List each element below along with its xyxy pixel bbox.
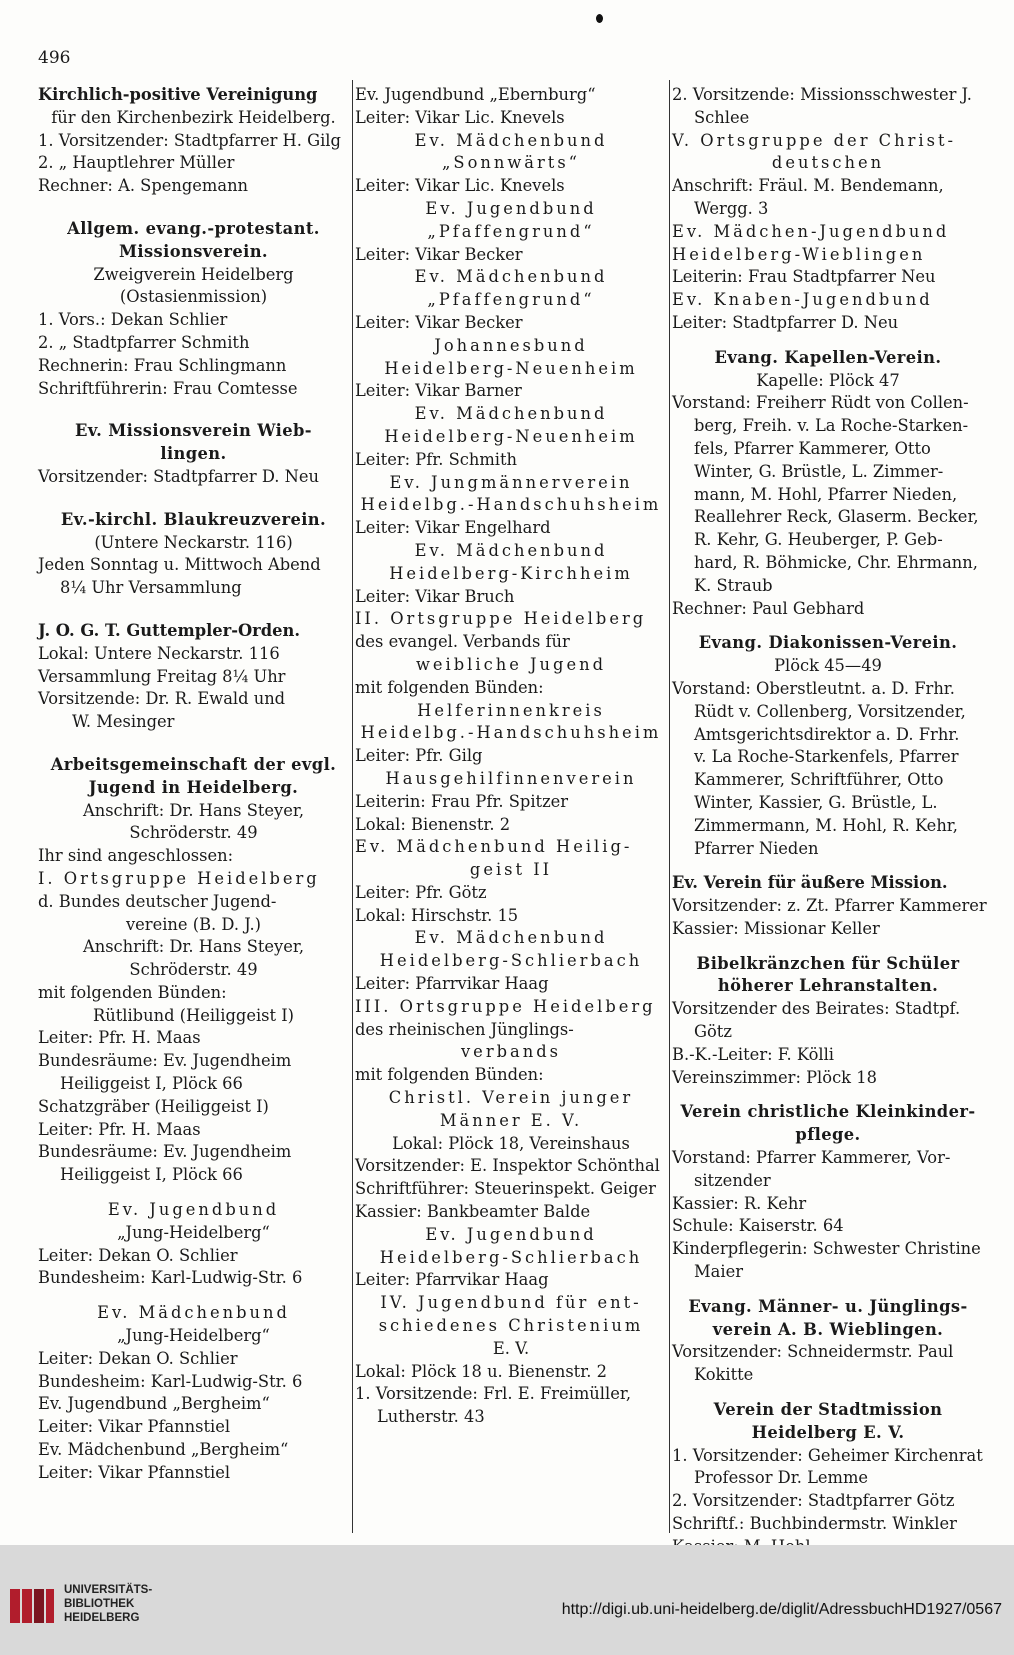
entry-heading: lingen. [160,444,227,464]
entry-line: Leiter: Vikar Lic. Knevels [355,107,565,127]
entry-line: Johannesbund [434,335,588,355]
entry-line: Lokal: Hirschstr. 15 [355,905,519,925]
entry-heading: Verein der Stadtmission [713,1400,943,1420]
spacer [672,1284,984,1296]
entry-heading: Ev. Missionsverein Wieb- [75,421,312,441]
entry-line: W. Mesinger [72,712,175,732]
entry-line: II. Ortsgruppe Heidelberg [355,609,647,629]
entry-line: Schriftführerin: Frau Comtesse [38,378,298,398]
entry-line: weibliche Jugend [415,654,606,674]
entry-line: Ev. Knaben-Jugendbund [672,290,933,310]
entry-line: Leiterin: Frau Stadtpfarrer Neu [672,267,936,287]
entry-line: verbands [460,1042,561,1062]
entry-line: mit folgenden Bünden: [355,677,544,697]
entry-line: V. Ortsgruppe der Christ- [672,130,956,150]
entry-line: 1. Vorsitzender: Stadtpfarrer H. Gilg [38,130,341,150]
entry-line: Pfarrer Nieden [694,838,819,858]
entry-line: „Pfaffengrund“ [427,290,595,310]
entry-line: Bundesheim: Karl-Ludwig-Str. 6 [38,1268,303,1288]
spacer [38,1290,349,1302]
entry-line: Anschrift: Fräul. M. Bendemann, [672,176,944,196]
entry-line: Plöck 45—49 [774,656,882,676]
page-number: 496 [38,48,71,68]
entry-heading: höherer Lehranstalten. [717,976,939,996]
entry-line: „Pfaffengrund“ [427,221,595,241]
entry-heading: Evang. Männer- u. Jünglings- [688,1296,968,1316]
entry-line: Rüdt v. Collenberg, Vorsitzender, [694,701,966,721]
entry-line: Heidelberg-Neuenheim [384,358,638,378]
entry-line: Vorsitzender: Schneidermstr. Paul [672,1342,954,1362]
entry-line: Götz [694,1022,732,1042]
spacer [38,734,349,754]
entry-line: Bundesräume: Ev. Jugendheim [38,1051,292,1071]
entry-line: Kokitte [694,1365,754,1385]
entry-heading: Heidelberg E. V. [751,1422,905,1442]
entry-line: Vorsitzender: Stadtpfarrer D. Neu [38,466,320,486]
entry-line: Winter, G. Brüstle, L. Zimmer- [694,461,944,481]
entry-line: Leiter: Vikar Becker [355,312,523,332]
entry-line: Ev. Jugendbund [425,1224,597,1244]
entry-line: Heidelberg-Kirchheim [389,563,633,583]
entry-line: Christl. Verein junger [388,1088,634,1108]
entry-line: Vorstand: Freiherr Rüdt von Collen- [672,393,969,413]
entry-line: Heidelberg-Neuenheim [384,426,638,446]
source-url[interactable]: http://digi.ub.uni-heidelberg.de/diglit/AdressbuchHD1927/0567 [561,1601,1002,1618]
column-divider [352,80,353,1533]
entry-line: Ev. Mädchenbund „Bergheim“ [38,1440,289,1460]
entry-line: 1. Vorsitzender: Geheimer Kirchenrat [672,1445,983,1465]
entry-line: Kassier: Bankbeamter Balde [355,1202,591,1222]
entry-line: deutschen [771,153,885,173]
entry-line: Ev. Mädchenbund [414,130,608,150]
entry-line: geist II [469,860,553,880]
entry-line: Bundesräume: Ev. Jugendheim [38,1142,292,1162]
entry-line: Leiter: Pfr. Schmith [355,449,518,469]
entry-line: fels, Pfarrer Kammerer, Otto [694,438,931,458]
entry-line: mann, M. Hohl, Pfarrer Nieden, [694,484,958,504]
entry-line: Vorstand: Pfarrer Kammerer, Vor- [672,1148,951,1168]
entry-line: Rechnerin: Frau Schlingmann [38,355,287,375]
entry-line: Rechner: Paul Gebhard [672,598,865,618]
entry-line: Lokal: Plöck 18, Vereinshaus [392,1133,630,1153]
entry-line: (Ostasienmission) [119,287,268,307]
entry-line: Vorsitzender: z. Zt. Pfarrer Kammerer [672,896,987,916]
entry-line: Vorsitzender des Beirates: Stadtpf. [672,999,961,1019]
entry-heading: verein A. B. Wieblingen. [712,1319,944,1339]
entry-line: 1. Vors.: Dekan Schlier [38,310,228,330]
entry-line: Lutherstr. 43 [377,1407,485,1427]
entry-line: Schriftführer: Steuerinspekt. Geiger [355,1179,656,1199]
entry-line: Amtsgerichtsdirektor a. D. Frhr. [694,724,960,744]
entry-line: Ev. Jugendbund [107,1200,280,1220]
university-library-logo-icon [8,1585,56,1627]
entry-line: sitzender [694,1170,771,1190]
footer-bar [0,1545,1014,1655]
entry-line: Vereinszimmer: Plöck 18 [672,1067,877,1087]
entry-line: E. V. [492,1338,530,1358]
entry-line: Schröderstr. 49 [129,823,258,843]
entry-line: Leiter: Vikar Lic. Knevels [355,176,565,196]
entry-line: „Sonnwärts“ [441,153,580,173]
entry-line: I. Ortsgruppe Heidelberg [38,868,320,888]
entry-line: Schröderstr. 49 [129,960,258,980]
entry-line: Wergg. 3 [694,198,769,218]
entry-line: Schatzgräber (Heiliggeist I) [38,1096,269,1116]
spacer [38,1187,349,1199]
spacer [38,198,349,218]
column-3 [672,84,987,1534]
entry-line: Heidelberg-Schlierbach [379,951,643,971]
entry-line: Winter, Kassier, G. Brüstle, L. [694,792,938,812]
entry-line: Heidelberg-Schlierbach [379,1247,643,1267]
entry-line: Zweigverein Heidelberg [93,264,294,284]
entry-line: 1. Vorsitzende: Frl. E. Freimüller, [355,1384,632,1404]
entry-line: Ev. Mädchenbund [414,540,608,560]
entry-line: „Jung-Heidelberg“ [117,1326,270,1346]
entry-line: mit folgenden Bünden: [38,982,227,1002]
entry-line: Maier [694,1262,744,1282]
entry-line: Heiliggeist I, Plöck 66 [60,1074,243,1094]
entry-heading: Verein christliche Kleinkinder- [680,1102,976,1122]
entry-line: R. Kehr, G. Heuberger, P. Geb- [694,530,943,550]
spacer [38,489,349,509]
entry-line: K. Straub [694,575,773,595]
entry-line: vereine (B. D. J.) [125,914,262,934]
entry-line: Leiter: Vikar Engelhard [355,518,551,538]
entry-line: Leiter: Vikar Pfannstiel [38,1462,231,1482]
entry-line: Leiter: Pfr. Gilg [355,746,483,766]
entry-line: Ev. Jugendbund [425,198,597,218]
entry-line: Leiter: Pfr. H. Maas [38,1028,201,1048]
entry-line: Leiter: Vikar Bruch [355,586,515,606]
entry-line: Männer E. V. [439,1110,583,1130]
entry-line: Leiter: Pfr. Götz [355,882,487,902]
entry-line: mit folgenden Bünden: [355,1065,544,1085]
entry-line: Kinderpflegerin: Schwester Christine [672,1239,981,1259]
entry-line: 8¼ Uhr Versammlung [60,578,242,598]
entry-line: Leiter: Vikar Becker [355,244,523,264]
entry-line: 2. Vorsitzender: Stadtpfarrer Götz [672,1491,955,1511]
entry-line: Ev. Mädchenbund [414,928,608,948]
spacer [38,600,349,620]
entry-line: Zimmermann, M. Hohl, R. Kehr, [694,815,958,835]
spacer [672,1089,984,1101]
entry-line: Jeden Sonntag u. Mittwoch Abend [38,555,321,575]
entry-line: Lokal: Bienenstr. 2 [355,814,511,834]
entry-line: 2. Vorsitzende: Missionsschwester J. [672,85,972,104]
entry-line: Ihr sind angeschlossen: [38,846,234,866]
entry-heading: Ev. Verein für äußere Mission. [672,873,948,893]
spacer [672,860,984,872]
entry-line: „Jung-Heidelberg“ [117,1222,270,1242]
entry-line: Ev. Jungmännerverein [389,472,633,492]
entry-line: Kassier: R. Kehr [672,1193,807,1213]
ink-speck [596,14,603,23]
entry-line: 2. „ Hauptlehrer Müller [38,153,235,173]
entry-line: Bundesheim: Karl-Ludwig-Str. 6 [38,1371,303,1391]
entry-line: Heidelberg-Wieblingen [672,244,926,264]
entry-line: Lokal: Untere Neckarstr. 116 [38,643,280,663]
entry-line: Helferinnenkreis [417,700,605,720]
entry-line: Anschrift: Dr. Hans Steyer, [82,800,305,820]
column-divider [669,80,670,1533]
entry-line: des evangel. Verbands für [355,632,570,652]
entry-line: Schriftf.: Buchbindermstr. Winkler [672,1514,957,1534]
entry-line: Ev. Jugendbund „Bergheim“ [38,1394,270,1414]
entry-heading: Arbeitsgemeinschaft der evgl. [50,754,337,774]
entry-line: für den Kirchenbezirk Heidelberg. [51,107,336,127]
entry-line: Leiter: Vikar Pfannstiel [38,1417,231,1437]
spacer [672,1387,984,1399]
spacer [38,400,349,420]
entry-line: Leiter: Vikar Barner [355,381,522,401]
spacer [672,335,984,347]
spacer [672,941,984,953]
entry-line: Leiter: Stadtpfarrer D. Neu [672,312,899,332]
entry-heading: J. O. G. T. Guttempler-Orden. [38,620,300,640]
entry-line: Heidelbg.-Handschuhsheim [360,723,662,743]
entry-line: IV. Jugendbund für ent- [380,1293,642,1313]
entry-line: hard, R. Böhmicke, Chr. Ehrmann, [694,552,978,572]
entry-line: (Untere Neckarstr. 116) [94,532,293,552]
entry-line: Heidelbg.-Handschuhsheim [360,495,662,515]
entry-line: Reallehrer Reck, Glaserm. Becker, [694,507,979,527]
entry-line: Kassier: Missionar Keller [672,918,880,938]
entry-heading: pflege. [795,1125,861,1145]
entry-line: Rütlibund (Heiliggeist I) [92,1005,295,1025]
entry-line: Ev. Mädchenbund Heilig- [355,837,633,857]
entry-line: Schule: Kaiserstr. 64 [672,1216,844,1236]
entry-line: Leiter: Pfarrvikar Haag [355,1270,549,1290]
entry-line: Heiliggeist I, Plöck 66 [60,1165,243,1185]
entry-heading: Kirchlich-positive Vereinigung [38,85,318,104]
entry-line: Leiter: Pfr. H. Maas [38,1119,201,1139]
entry-line: Rechner: A. Spengemann [38,176,249,196]
column-2 [355,84,667,1530]
entry-line: Kapelle: Plöck 47 [756,370,900,390]
spacer [672,620,984,632]
entry-line: 2. „ Stadtpfarrer Schmith [38,332,250,352]
entry-heading: Missionsverein. [118,241,269,261]
entry-line: Hausgehilfinnenverein [385,768,637,788]
entry-heading: Ev.-kirchl. Blaukreuzverein. [60,509,327,529]
entry-heading: Jugend in Heidelberg. [88,777,299,797]
entry-line: Ev. Mädchenbund [414,267,608,287]
entry-line: Ev. Mädchenbund [414,404,608,424]
entry-line: v. La Roche-Starkenfels, Pfarrer [694,747,959,767]
entry-line: des rheinischen Jünglings- [355,1019,574,1039]
column-1 [38,84,349,1530]
entry-line: B.-K.-Leiter: F. Kölli [672,1044,835,1064]
entry-heading: Allgem. evang.-protestant. [67,218,320,238]
entry-line: Leiter: Dekan O. Schlier [38,1348,238,1368]
entry-line: Anschrift: Dr. Hans Steyer, [82,937,305,957]
entry-heading: Evang. Diakonissen-Verein. [698,633,958,653]
entry-line: Versammlung Freitag 8¼ Uhr [38,666,286,686]
entry-line: Leiter: Dekan O. Schlier [38,1245,238,1265]
entry-line: Ev. Mädchen-Jugendbund [672,221,950,241]
entry-line: Vorsitzender: E. Inspektor Schönthal [355,1156,660,1176]
entry-line: Kammerer, Schriftführer, Otto [694,770,944,790]
entry-line: schiedenes Christenium [378,1316,644,1336]
entry-line: III. Ortsgruppe Heidelberg [355,996,656,1016]
entry-line: Vorstand: Oberstleutnt. a. D. Frhr. [672,678,955,698]
entry-line: Ev. Mädchenbund [97,1303,290,1323]
entry-line: Leiter: Pfarrvikar Haag [355,974,549,994]
library-name: UNIVERSITÄTS- BIBLIOTHEK HEIDELBERG [64,1584,153,1624]
entry-line: Lokal: Plöck 18 u. Bienenstr. 2 [355,1361,607,1381]
entry-line: Schlee [694,107,750,127]
entry-line: berg, Freih. v. La Roche-Starken- [694,416,969,436]
entry-line: Vorsitzende: Dr. R. Ewald und [38,689,286,709]
entry-line: d. Bundes deutscher Jugend- [38,891,277,911]
entry-heading: Evang. Kapellen-Verein. [714,347,942,367]
entry-line: Leiterin: Frau Pfr. Spitzer [355,791,569,811]
entry-line: Ev. Jugendbund „Ebernburg“ [355,85,596,104]
entry-line: Professor Dr. Lemme [694,1468,869,1488]
entry-heading: Bibelkränzchen für Schüler [696,953,960,973]
